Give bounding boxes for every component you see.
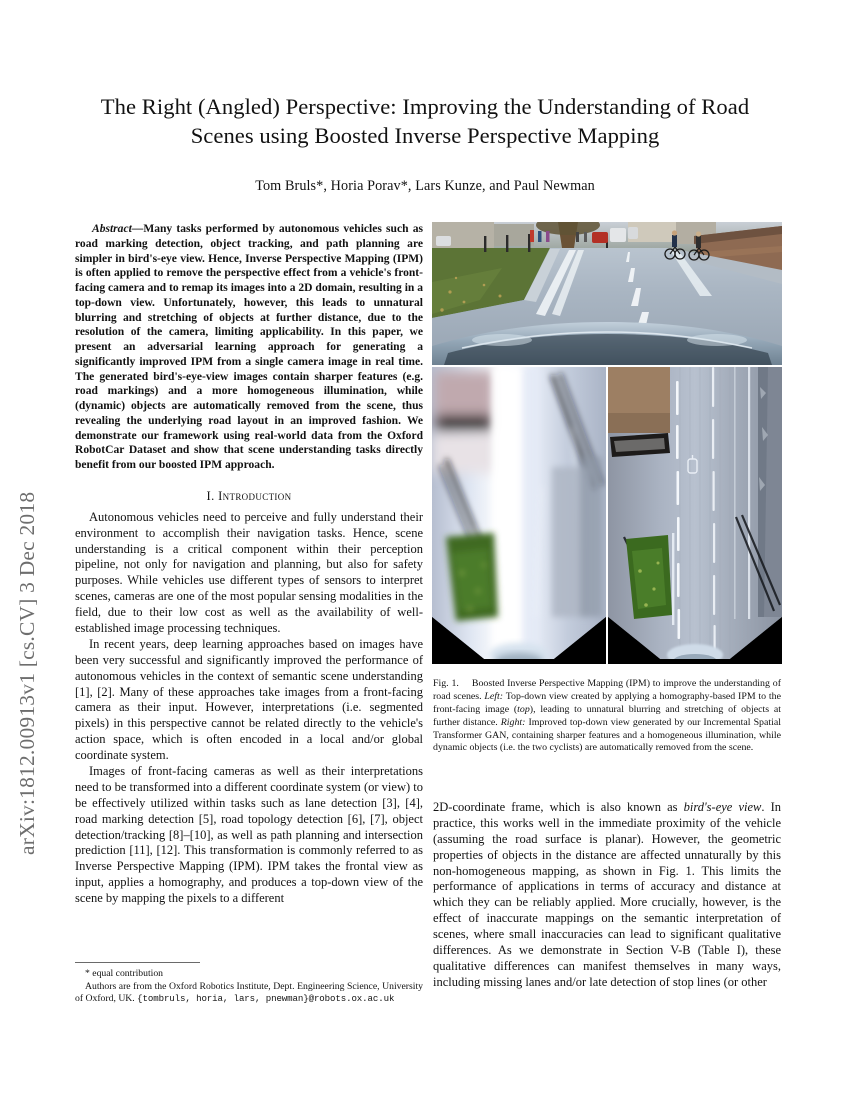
footnote-block	[75, 968, 423, 1006]
intro-paragraph-3: Images of front-facing cameras as well as their interpretations need to be transformed into a different coordinate system (or view) to be effectively utilized within tasks such as lane detection [3], [4], road marking detection [5], road topology detection [6], [7], object detection/tracking [8]–[10], as well as path planning and intersection prediction [11], [12]. This transformation is commonly referred to as Inverse Perspective Mapping (IPM). IPM takes the frontal view as input, applies a homography, and produces a top-down view of the scene by mapping the pixels to a different	[75, 764, 423, 906]
right-col-text-post: . In practice, this works well in the immediate proximity of the vehicle (assuming the road surface is planar). However, the geometric properties of objects in the distance are affected unnaturally by this non-homogeneous mapping, as shown in Fig. 1. This limits the performance of applications in terms of accuracy and distance at which they can be reliably applied. More crucially, however, is the effect of inaccurate mappings on the semantic interpretation of scenes, where small inaccuracies can lead to significant qualitative differences. As we demonstrate in Section V-B (Table I), these qualitative differences can manifest themselves in many ways, including missing lanes and/or late detection of stop lines (or other	[433, 800, 781, 989]
figure-caption-em-right: Right:	[500, 716, 526, 728]
abstract-label: Abstract—	[92, 223, 144, 235]
footnote-affiliation-text: Authors are from the Oxford Robotics Institute, Dept. Engineering Science, University of Oxford, UK.	[75, 980, 423, 1005]
homography-ipm-scene	[432, 367, 606, 664]
figure-caption-part-2: Top-down view created by applying a homography-based IPM to the front-facing image (	[433, 690, 781, 715]
figure-caption-em-top: top	[517, 703, 530, 715]
footnote-divider	[75, 962, 200, 963]
right-col-em-birdseye: bird's-eye view	[683, 800, 762, 814]
intro-paragraph-2: In recent years, deep learning approaches based on images have been very successful and significantly improved the performance of autonomous vehicles in the context of semantic scene understanding [1], [2]. Many of these approaches take images from a front-facing camera as their input. However, interpretations (i.e. segmented pixels) in this perspective cannot be related directly to the vehicle's action space, which is often encoded in a local and/or global coordinate system.	[75, 636, 423, 763]
right-col-text-pre: 2D-coordinate frame, which is also known as	[433, 800, 684, 814]
gan-ipm-scene	[608, 367, 782, 664]
figure-caption-part-3: ), leading to unnatural blurring and stretching of objects at further distance.	[433, 703, 781, 728]
right-column	[433, 800, 781, 991]
arxiv-stamp-text: arXiv:1812.00913v1 [cs.CV] 3 Dec 2018	[15, 491, 39, 855]
figure-1	[432, 222, 782, 664]
figure-panel-homography-ipm	[432, 367, 606, 664]
intro-paragraph-1: Autonomous vehicles need to perceive and fully understand their environment to accomplish their navigation tasks. Hence, scene understanding is a critical component within their perception pipeline, not only for navigation and planning, but also for safety purposes. While vehicles use different types of sensors to interpret scenes, cameras are one of the most popular sensing modalities in the field, due to their low cost as well as the availability of well-established image processing techniques.	[75, 509, 423, 635]
figure-caption-part-1: Boosted Inverse Perspective Mapping (IPM) to improve the understanding of road scenes.	[433, 678, 781, 702]
page-title: The Right (Angled) Perspective: Improving the Understanding of Road Scenes using Boosted Inverse Perspective Mapping	[100, 94, 750, 149]
footnote-email: {tombruls, horia, lars, pnewman}@robots.ox.ac.uk	[137, 993, 395, 1005]
arxiv-stamp	[0, 0, 60, 1100]
figure-caption-part-4: Improved top-down view generated by our Incremental Spatial Transformer GAN, containing sharper features and a homogeneous illumination, while dynamic objects (i.e. the two cyclists) are automatically removed from the scene.	[433, 716, 781, 754]
figure-panel-gan-ipm	[608, 367, 782, 664]
intro-paragraph-3-continued	[433, 800, 781, 991]
front-facing-scene	[432, 222, 782, 365]
figure-bottom-row	[432, 367, 782, 664]
figure-panel-front-facing	[432, 222, 782, 365]
footnote-affiliation	[75, 981, 423, 1006]
section-heading-introduction: I. Introduction	[206, 488, 292, 503]
author-list: Tom Bruls*, Horia Porav*, Lars Kunze, and Paul Newman	[255, 177, 595, 194]
abstract-paragraph	[75, 222, 423, 473]
title-block	[75, 92, 775, 195]
abstract-text: Many tasks performed by autonomous vehicles such as road marking detection, object tracking, and path planning are simpler in bird's-eye view. Hence, Inverse Perspective Mapping (IPM) is often applied to remove the perspective effect from a vehicle's front-facing camera and to remap its images into a 2D domain, resulting in a top-down view. Unfortunately, however, this leads to unnatural blurring and stretching of objects at further distance, due to the resolution of the camera, limiting applicability. In this paper, we present an adversarial learning approach for generating a significantly improved IPM from a single camera image in real time. The generated bird's-eye-view images contain sharper features (e.g. road markings) and a more homogeneous illumination, while (dynamic) objects are automatically removed from the scene, thus revealing the underlying road layout in an improved fashion. We demonstrate our framework using real-world data from the Oxford RobotCar Dataset and show that scene understanding tasks directly benefit from our boosted IPM approach.	[75, 223, 423, 471]
figure-label: Fig. 1.	[433, 678, 459, 689]
left-column	[75, 222, 423, 907]
figure-caption	[433, 678, 781, 755]
figure-caption-em-left: Left:	[484, 690, 504, 702]
footnote-equal-contribution: * equal contribution	[85, 968, 164, 979]
